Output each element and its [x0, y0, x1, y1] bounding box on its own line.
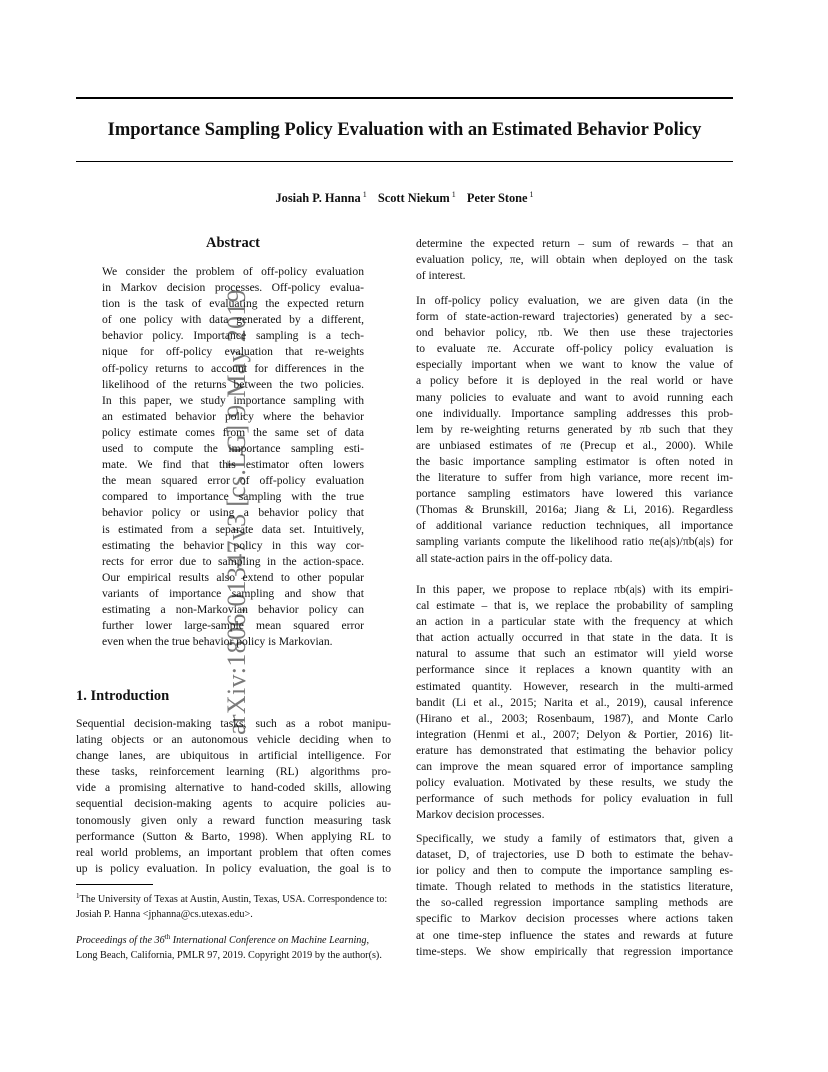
body-line: cal estimate – that is, we replace the probability of sampling — [416, 599, 733, 613]
body-line: many policies to evaluate and want to avoid running each — [416, 390, 733, 404]
body-line: dataset, D, of trajectories, use D both to estimate the behav- — [416, 848, 733, 862]
author-1: Josiah P. Hanna $^1$ — [275, 190, 367, 205]
right-paragraph-2 — [416, 293, 733, 567]
intro-paragraph — [76, 716, 391, 877]
section-heading-introduction: 1. Introduction — [76, 688, 170, 704]
arxiv-identifier-stamp: arXiv:1806.01347v3 [cs.LG] 9 May 2019 — [222, 289, 251, 735]
body-line: are unbiased estimates of πe (Precup et al., 2000). While — [416, 438, 733, 452]
body-line: of additional variance reduction techniques, all importance — [416, 519, 733, 533]
intro-line: tonomously given only a reward function measuring task — [76, 813, 391, 827]
abstract-line: even when the true behavior policy is Markovian. — [102, 635, 333, 649]
abstract-line: behavior policy or using a behavior policy that — [102, 506, 364, 520]
body-line: performance of such methods for policy evaluation in full — [416, 792, 733, 806]
body-line: Specifically, we study a family of estimators that, given a — [416, 832, 733, 845]
right-paragraph-1 — [416, 236, 733, 284]
body-line: bandit (Li et al., 2015; Narita et al., 2019), causal inference — [416, 695, 733, 709]
body-line: time-steps. We show empirically that regression importance — [416, 944, 733, 958]
body-line: can improve the mean squared error of importance sampling — [416, 760, 733, 774]
body-line: erature has demonstrated that estimating the behavior policy — [416, 743, 733, 757]
body-line: performance since it replaces a known quantity with an — [416, 663, 733, 677]
body-line: the literature to suffer from high variance, more recent im- — [416, 471, 733, 485]
body-line: specific to Markov decision processes where actions taken — [416, 912, 733, 926]
body-line: evaluation policy, πe, will obtain when deployed on the task — [416, 253, 733, 267]
body-line: portance sampling estimators have lowered this variance — [416, 487, 733, 501]
abstract-line: tion is the task of evaluating the expected return — [102, 297, 364, 311]
body-line: the basic importance sampling estimator is often noted in — [416, 454, 733, 468]
body-line: an action in a particular state with the frequency at which — [416, 615, 733, 629]
abstract-line: behavior policy. Importance sampling is a tech- — [102, 329, 364, 343]
abstract-line: In this paper, we study importance sampling with — [102, 393, 364, 407]
body-line: one individually. Importance sampling addresses this prob- — [416, 406, 733, 420]
intro-line: sequential decision-making agents to acquire policies au- — [76, 797, 391, 811]
affiliation-footnote: $^1$The University of Texas at Austin, Austin, Texas, USA. Correspondence to: Josiah P. Hanna <jphanna@cs.utexas.edu>. — [76, 892, 388, 920]
intro-line: change lanes, are ubiquitous in artificial intelligence. For — [76, 749, 391, 763]
abstract-line: of one policy with data generated by a different, — [102, 313, 364, 327]
intro-line: vide a promising alternative to hand-coded skills, allowing — [76, 781, 391, 795]
abstract-line: rects for error due to sampling in the action-space. — [102, 554, 364, 568]
paper-title: Importance Sampling Policy Evaluation with an Estimated Behavior Policy — [107, 120, 702, 140]
body-line: timate. Though related to methods in the statistics literature, — [416, 880, 733, 894]
footnote-rule — [76, 884, 153, 885]
abstract-line: likelihood of the returns between the two policies. — [102, 377, 364, 391]
abstract-line: nique for off-policy evaluation that re-weights — [102, 345, 364, 359]
abstract-line: in Markov decision processes. Off-policy evalua- — [102, 281, 364, 295]
body-line: lem by re-weighting returns generated by πb such that they — [416, 422, 733, 436]
body-line: In off-policy policy evaluation, we are given data (in the — [416, 294, 733, 307]
body-line: policy evaluation. Motivated by these results, we study the — [416, 776, 733, 790]
abstract-line: estimating the behavior policy in this way cor- — [102, 538, 364, 552]
author-3: Peter Stone $^1$ — [466, 190, 534, 205]
body-line: the so-called regression importance sampling methods are — [416, 896, 733, 910]
body-line: at one time-step influence the states and rewards at future — [416, 928, 733, 942]
title-rule-top — [76, 97, 733, 99]
body-line: ond behavior policy, πb. We then use these trajectories — [416, 326, 733, 340]
intro-line: real world problems, an important problem that often comes — [76, 845, 391, 859]
right-paragraph-3 — [416, 582, 733, 823]
right-paragraph-4 — [416, 831, 733, 960]
abstract-line: used to compute the importance sampling esti- — [102, 442, 364, 456]
abstract-line: policy estimate comes from the same set of data — [102, 425, 364, 439]
abstract-line: mate. We find that this estimator often lowers — [102, 458, 364, 472]
body-line: In this paper, we propose to replace πb(a|s) with its empiri- — [416, 583, 733, 596]
body-line: Markov decision processes. — [416, 808, 545, 822]
body-line: a policy before it is deployed in the real world or have — [416, 374, 733, 388]
body-line: estimated quantity. However, research in the multi-armed — [416, 679, 733, 693]
abstract-line: the mean squared error of off-policy evaluation — [102, 474, 364, 488]
abstract-line: Our empirical results also extend to other popular — [102, 570, 364, 584]
abstract-line: variants of importance sampling and show that — [102, 586, 364, 600]
author-list — [76, 190, 733, 206]
abstract-line: is estimated from a separate data set. Intuitively, — [102, 522, 364, 536]
body-line: sampling variants compute the likelihood ratio πe(a|s)/πb(a|s) for — [416, 535, 733, 549]
intro-line: lating objects or an autonomous vehicle deciding when to — [76, 733, 391, 747]
body-line: that action actually occurred in that state in the data. It is — [416, 631, 733, 645]
body-line: form of state-action-reward trajectories) generated by a sec- — [416, 310, 733, 324]
title-rule-bottom — [76, 161, 733, 162]
intro-line: performance (Sutton & Barto, 1998). When applying RL to — [76, 829, 391, 843]
body-line: natural to assume that such an estimator will yield worse — [416, 647, 733, 661]
abstract-line: estimating a non-Markovian behavior policy can — [102, 602, 364, 616]
author-2: Scott Niekum $^1$ — [377, 190, 456, 205]
body-line: all state-action pairs in the off-policy data. — [416, 551, 613, 565]
body-line: determine the expected return – sum of rewards – that an — [416, 237, 733, 250]
abstract-line: an estimated behavior policy where the behavior — [102, 409, 364, 423]
abstract-line: We consider the problem of off-policy evaluation — [102, 265, 364, 278]
body-line: of interest. — [416, 269, 466, 283]
intro-line: these tasks, reinforcement learning (RL) algorithms pro- — [76, 765, 391, 779]
body-line: (Thomas & Brunskill, 2016a; Jiang & Li, 2016). Regardless — [416, 503, 733, 517]
body-line: (Hirano et al., 2003; Rosenbaum, 1987), and Monte Carlo — [416, 711, 733, 725]
abstract-heading: Abstract — [206, 235, 260, 251]
body-line: integration (Henmi et al., 2007; Delyon & Portier, 2016) lit- — [416, 727, 733, 741]
abstract-line: further lower large-sample mean squared error — [102, 619, 364, 633]
abstract-line: compared to importance sampling with the true — [102, 490, 364, 504]
proceedings-note: Proceedings of the 36th International Conference on Machine Learning, Long Beach, California, PMLR 97, 2019. Copyright 2019 by the author(s). — [76, 933, 382, 961]
intro-line: Sequential decision-making tasks, such as a robot manipu- — [76, 717, 391, 730]
abstract-line: off-policy returns to account for differences in the — [102, 361, 364, 375]
intro-line: up is policy evaluation. In policy evaluation, the goal is to — [76, 861, 391, 875]
body-line: especially important when we want to know the value of — [416, 358, 733, 372]
body-line: ior policy and then to compute the importance sampling es- — [416, 864, 733, 878]
abstract-body — [102, 264, 364, 650]
body-line: to evaluate πe. Accurate off-policy policy evaluation is — [416, 342, 733, 356]
